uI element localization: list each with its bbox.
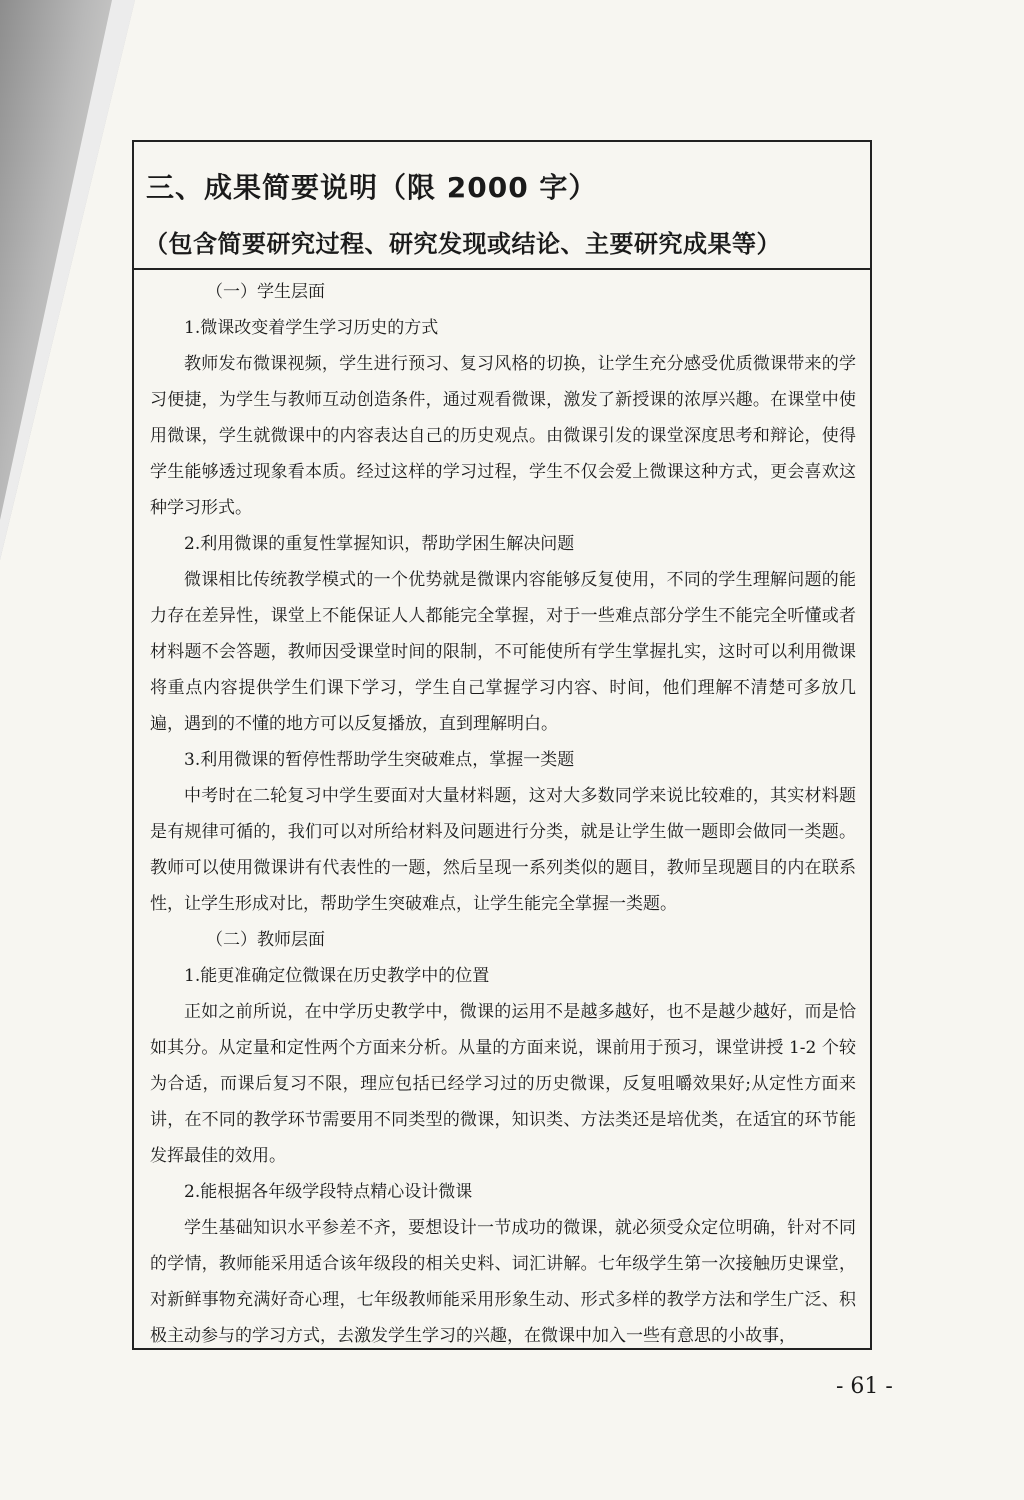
section-subtitle: （包含简要研究过程、研究发现或结论、主要研究成果等） (144, 230, 781, 258)
item-heading: 3.利用微课的暂停性帮助学生突破难点，掌握一类题 (184, 750, 575, 770)
item-heading: 1.能更准确定位微课在历史教学中的位置 (184, 966, 490, 986)
paragraph: 学生基础知识水平参差不齐，要想设计一节成功的微课，就必须受众定位明确，针对不同的学情，教师能采用适合该年级段的相关史料、词汇讲解。七年级学生第一次接触历史课堂，对新鲜事物充满好奇心理，七年级教师能采用形象生动、形式多样的教学方法和学生广泛、积极主动参与的学习方式，去激发学生学习的兴趣，在微课中加入一些有意思的小故事， (150, 1218, 856, 1346)
page-edge-shadow (0, 0, 140, 600)
content-frame (132, 140, 872, 1350)
paragraph: 教师发布微课视频，学生进行预习、复习风格的切换，让学生充分感受优质微课带来的学习便捷，为学生与教师互动创造条件，通过观看微课，激发了新授课的浓厚兴趣。在课堂中使用微课，学生就微课中的内容表达自己的历史观点。由微课引发的课堂深度思考和辩论，使得学生能够透过现象看本质。经过这样的学习过程，学生不仅会爱上微课这种方式，更会喜欢这种学习形式。 (150, 354, 856, 518)
subsection-heading-teachers: （二）教师层面 (206, 930, 325, 950)
paragraph: 正如之前所说，在中学历史教学中，微课的运用不是越多越好，也不是越少越好，而是恰如其分。从定量和定性两个方面来分析。从量的方面来说，课前用于预习，课堂讲授 1-2 个较为合适，而课后复习不限，理应包括已经学习过的历史微课，反复咀嚼效果好;从定性方面来讲，在不同的教学环节需要用不同类型的微课，知识类、方法类还是培优类，在适宜的环节能发挥最佳的效用。 (150, 1002, 856, 1166)
subsection-heading-students: （一）学生层面 (206, 282, 325, 302)
paragraph: 微课相比传统教学模式的一个优势就是微课内容能够反复使用，不同的学生理解问题的能力存在差异性，课堂上不能保证人人都能完全掌握，对于一些难点部分学生不能完全听懂或者材料题不会答题，教师因受课堂时间的限制，不可能使所有学生掌握扎实，这时可以利用微课将重点内容提供学生们课下学习，学生自己掌握学习内容、时间，他们理解不清楚可多放几遍，遇到的不懂的地方可以反复播放，直到理解明白。 (150, 570, 856, 734)
item-heading: 1.微课改变着学生学习历史的方式 (184, 318, 439, 338)
paragraph: 中考时在二轮复习中学生要面对大量材料题，这对大多数同学来说比较难的，其实材料题是有规律可循的，我们可以对所给材料及问题进行分类，就是让学生做一题即会做同一类题。教师可以使用微课讲有代表性的一题，然后呈现一系列类似的题目，教师呈现题目的内在联系性，让学生形成对比，帮助学生突破难点，让学生能完全掌握一类题。 (150, 786, 856, 914)
page-number: - 61 - (836, 1374, 893, 1399)
section-header (134, 142, 870, 270)
item-heading: 2.能根据各年级学段特点精心设计微课 (184, 1182, 473, 1202)
section-body (150, 274, 856, 1354)
item-heading: 2.利用微课的重复性掌握知识，帮助学困生解决问题 (184, 534, 575, 554)
section-title: 三、成果简要说明（限 2000 字） (146, 171, 598, 204)
